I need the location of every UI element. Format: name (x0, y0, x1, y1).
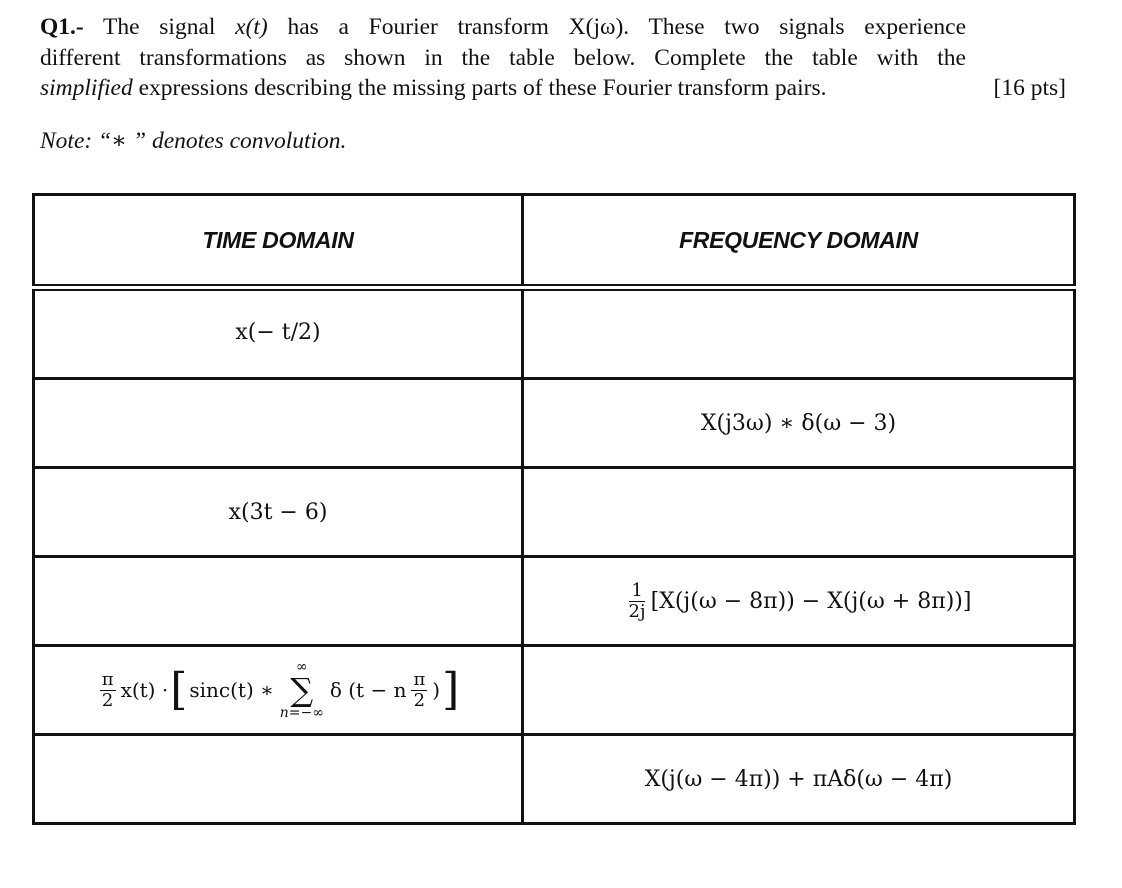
time-expression (97, 660, 460, 720)
question-text: The signal (103, 14, 236, 40)
question-line-3 (40, 73, 1070, 104)
table-row (34, 735, 1075, 824)
sum-upper-limit: ∞ (295, 659, 308, 675)
time-expression: x(− t/2) (235, 319, 321, 345)
fraction-denominator: 2 (413, 689, 426, 711)
table-row (34, 646, 1075, 735)
points-label: [16 pts] (993, 75, 1066, 101)
time-cell[interactable] (34, 468, 523, 557)
table-row (34, 468, 1075, 557)
freq-cell-blank[interactable] (523, 468, 1075, 557)
time-cell-blank[interactable] (34, 735, 523, 824)
freq-cell-blank[interactable] (523, 288, 1075, 379)
sum-lower-limit: n=−∞ (279, 705, 324, 721)
question-line-1 (40, 12, 966, 43)
fraction (100, 670, 116, 711)
fourier-pairs-table (32, 193, 1076, 825)
left-bracket: [ (170, 664, 188, 715)
summation-operator (280, 660, 324, 720)
header-label: TIME DOMAIN (202, 226, 354, 253)
table-header-row (34, 195, 1075, 288)
header-frequency-domain (523, 195, 1075, 288)
fraction (411, 670, 427, 711)
expression-part: δ (t − n (329, 678, 407, 702)
time-expression: x(3t − 6) (228, 499, 328, 525)
expression-part: ) (432, 678, 441, 702)
freq-expression (626, 581, 972, 622)
question-block (40, 12, 1070, 104)
fraction (629, 581, 646, 622)
fraction-numerator: π (413, 668, 426, 690)
freq-expression: X(j(ω − 4π)) + πAδ(ω − 4π) (644, 766, 953, 792)
expression-part: x(t) · (120, 678, 169, 702)
signal-name: x(t) (235, 14, 268, 40)
question-label: Q1.- (40, 14, 84, 40)
question-text: has a Fourier transform X(jω). These two signals experience (267, 14, 966, 40)
freq-cell[interactable] (523, 735, 1075, 824)
time-cell-blank[interactable] (34, 557, 523, 646)
freq-cell[interactable] (523, 557, 1075, 646)
question-line-2: different transformations as shown in the table below. Complete the table with the (40, 44, 966, 71)
fraction-denominator: 2 (101, 689, 114, 711)
expression-body: [X(j(ω − 8π)) − X(j(ω + 8π))] (650, 588, 972, 614)
time-cell[interactable] (34, 646, 523, 735)
time-cell-blank[interactable] (34, 379, 523, 468)
table-row (34, 379, 1075, 468)
table-row (34, 288, 1075, 379)
freq-expression: X(j3ω) ∗ δ(ω − 3) (700, 410, 897, 436)
fraction-denominator: 2j (628, 600, 646, 622)
freq-cell-blank[interactable] (523, 646, 1075, 735)
question-text: expressions describing the missing parts of these Fourier transform pairs. (132, 75, 827, 101)
time-cell[interactable] (34, 288, 523, 379)
header-time-domain (34, 195, 523, 288)
note-text: Note: “∗ ” denotes convolution. (40, 128, 347, 154)
fraction-numerator: 1 (631, 579, 643, 601)
fraction-numerator: π (101, 668, 114, 690)
expression-part: sinc(t) ∗ (189, 678, 274, 702)
table-row (34, 557, 1075, 646)
freq-cell[interactable] (523, 379, 1075, 468)
right-bracket: ] (442, 664, 460, 715)
sum-symbol: ∑ (290, 671, 314, 709)
emphasis-word: simplified (40, 75, 133, 101)
header-label: FREQUENCY DOMAIN (679, 226, 918, 253)
